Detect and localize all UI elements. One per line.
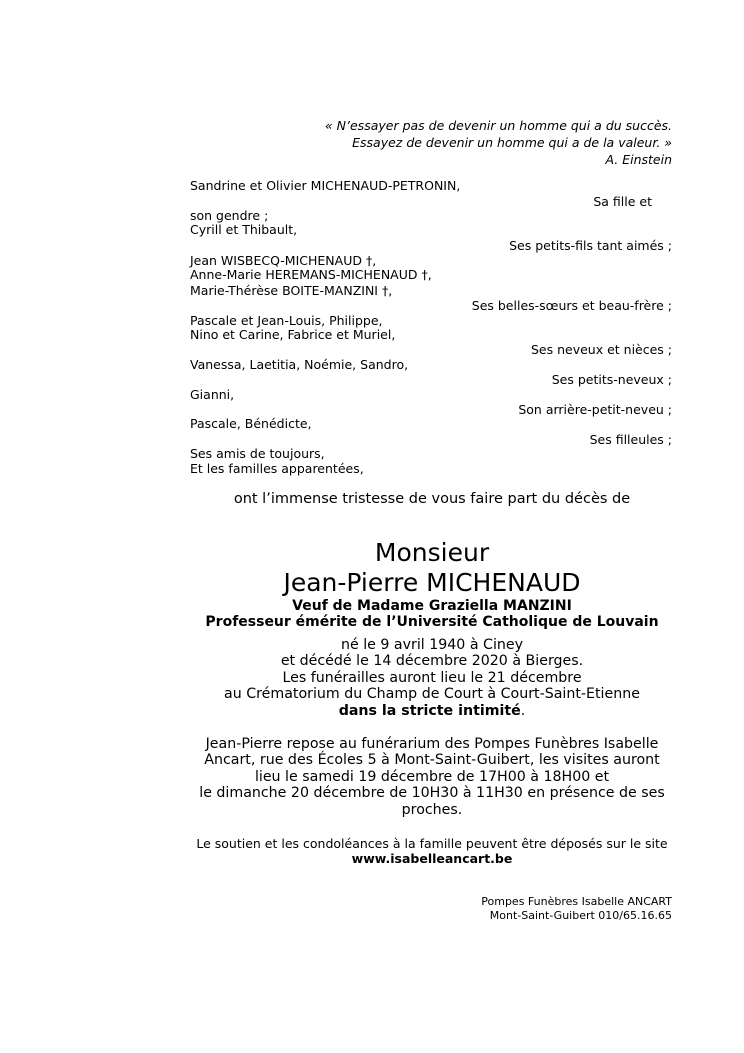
condolences-text: Le soutien et les condoléances à la famille peuvent être déposés sur le site — [196, 836, 668, 851]
funeral-location: au Crématorium du Champ de Court à Court-Saint-Etienne — [224, 686, 640, 702]
visit-line: proches. — [401, 802, 463, 818]
family-role: Sa fille et — [593, 194, 652, 209]
deceased-name: Jean-Pierre MICHENAUD — [283, 568, 581, 597]
family-line: Cyrill et Thibault, — [190, 222, 298, 237]
family-role: Ses filleules ; — [589, 432, 672, 447]
visit-line: Jean-Pierre repose au funérarium des Pompes Funèbres Isabelle — [205, 736, 659, 752]
privacy-text: dans la stricte intimité — [338, 703, 521, 719]
family-line: Et les familles apparentées, — [190, 461, 364, 476]
funeral-home-contact: Mont-Saint-Guibert 010/65.16.65 — [489, 909, 672, 922]
family-line: Marie-Thérèse BOITE-MANZINI †, — [190, 283, 393, 298]
family-line: Ses amis de toujours, — [190, 446, 325, 461]
quote-line-2: Essayez de devenir un homme qui a de la valeur. » — [352, 135, 672, 150]
family-role: Ses petits-fils tant aimés ; — [509, 238, 672, 253]
family-role: Son arrière-petit-neveu ; — [518, 402, 672, 417]
family-role: Ses neveux et nièces ; — [530, 342, 672, 357]
family-line: Pascale et Jean-Louis, Philippe, — [190, 313, 383, 328]
visit-line: Ancart, rue des Écoles 5 à Mont-Saint-Guibert, les visites auront — [204, 752, 660, 768]
family-line: Vanessa, Laetitia, Noémie, Sandro, — [190, 357, 409, 372]
visit-line: lieu le samedi 19 décembre de 17H00 à 18H00 et — [254, 769, 610, 785]
quote-author: A. Einstein — [605, 152, 672, 167]
announcement-intro: ont l’immense tristesse de vous faire part du décès de — [233, 491, 631, 507]
family-line: son gendre ; — [190, 208, 269, 223]
family-line: Nino et Carine, Fabrice et Muriel, — [190, 327, 396, 342]
family-line: Pascale, Bénédicte, — [190, 416, 312, 431]
death-info: et décédé le 14 décembre 2020 à Bierges. — [280, 653, 584, 669]
website-link[interactable]: www.isabelleancart.be — [351, 851, 513, 866]
quote-line-1: « N’essayer pas de devenir un homme qui a du succès. — [324, 118, 672, 133]
funeral-info: Les funérailles auront lieu le 21 décembre — [282, 670, 582, 686]
family-line: Sandrine et Olivier MICHENAUD-PETRONIN, — [190, 178, 461, 193]
funeral-home-name: Pompes Funèbres Isabelle ANCART — [481, 895, 672, 908]
epigraph-quote — [325, 117, 672, 168]
family-role: Ses petits-neveux ; — [551, 372, 672, 387]
family-line: Jean WISBECQ-MICHENAUD †, — [190, 253, 377, 268]
profession-note: Professeur émérite de l’Université Catholique de Louvain — [205, 614, 659, 630]
family-role: Ses belles-sœurs et beau-frère ; — [471, 298, 672, 313]
family-line: Gianni, — [190, 387, 235, 402]
privacy-period: . — [520, 703, 526, 719]
birth-info: né le 9 avril 1940 à Ciney — [340, 637, 524, 653]
widower-note: Veuf de Madame Graziella MANZINI — [292, 598, 572, 614]
privacy-note — [0, 703, 744, 719]
visit-line: le dimanche 20 décembre de 10H30 à 11H30 en présence de ses — [199, 785, 665, 801]
deceased-title: Monsieur — [374, 538, 490, 567]
family-line: Anne-Marie HEREMANS-MICHENAUD †, — [190, 267, 432, 282]
